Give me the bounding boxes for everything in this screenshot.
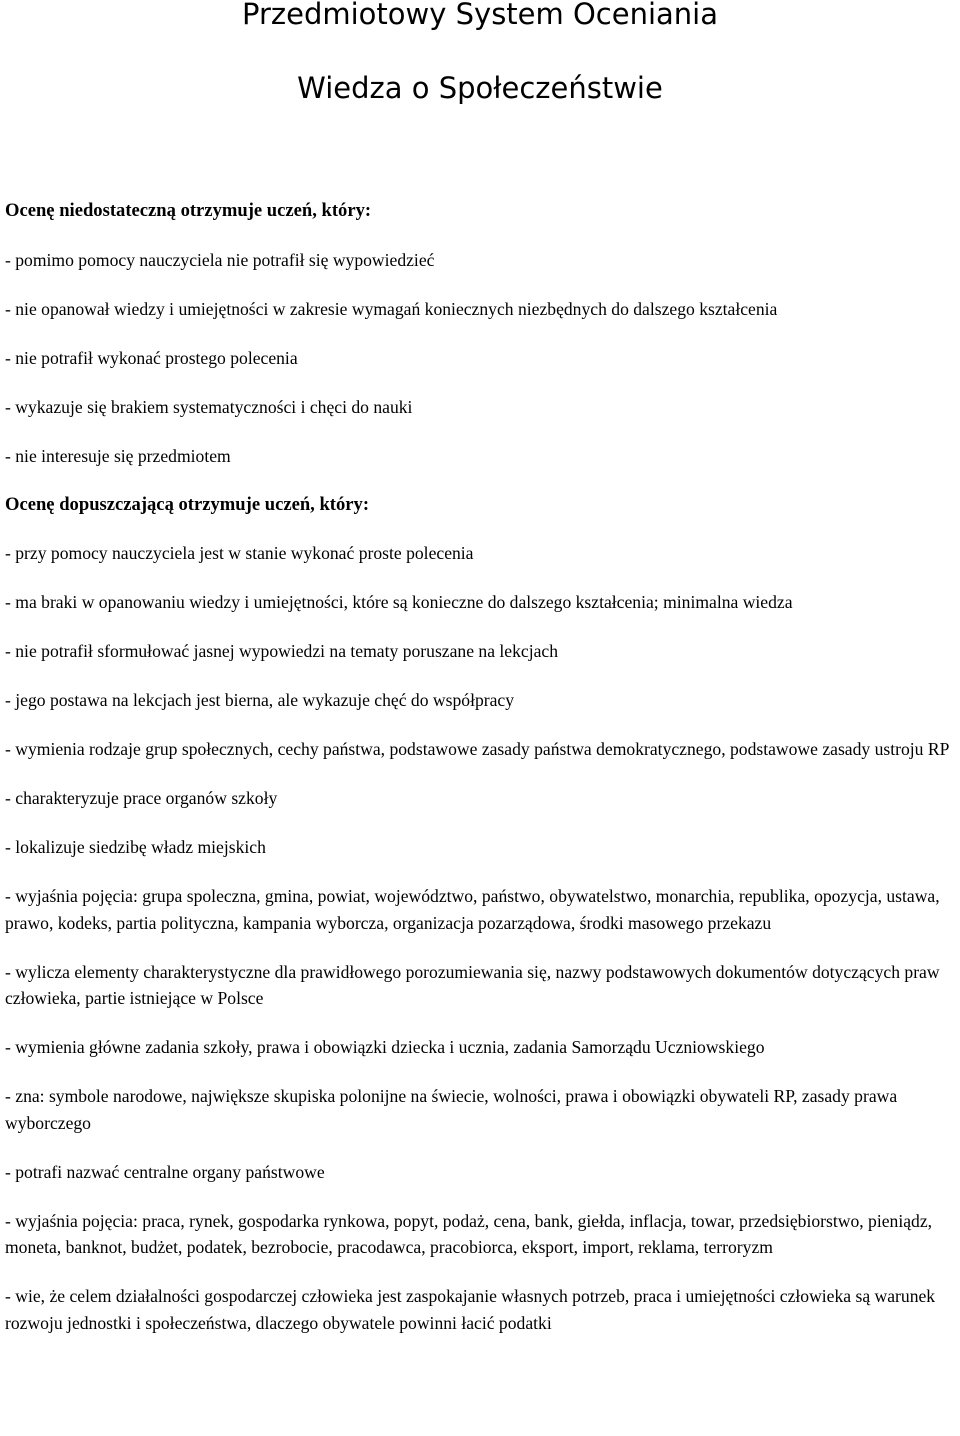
grade-section-niedostateczna (5, 198, 957, 469)
section-heading: Ocenę niedostateczną otrzymuje uczeń, który: (5, 200, 372, 221)
document-subtitle: Wiedza o Społeczeństwie (297, 71, 663, 105)
requirement-item: - wyjaśnia pojęcia: praca, rynek, gospodarka rynkowa, popyt, podaż, cena, bank, giełda, inflacja, towar, przedsiębiorstwo, pieniądz, moneta, banknot, budżet, podatek, bezrobocie, pracodawca, pracobiorca, eksport, import, reklama, terroryzm (5, 1210, 933, 1257)
requirement-item: - wyjaśnia pojęcia: grupa spoleczna, gmina, powiat, województwo, państwo, obywatelstwo, monarchia, republika, opozycja, ustawa, prawo, kodeks, partia polityczna, kampania wyborcza, organizacja pozarządowa, środki masowego przekazu (5, 886, 940, 933)
requirement-item: - lokalizuje siedzibę władz miejskich (5, 837, 266, 857)
requirement-item: - zna: symbole narodowe, największe skupiska polonijne na świecie, wolności, prawa i obowiązki obywateli RP, zasady prawa wyborczego (5, 1086, 898, 1133)
section-heading: Ocenę dopuszczającą otrzymuje uczeń, który: (5, 493, 370, 515)
requirement-item: - wylicza elementy charakterystyczne dla prawidłowego porozumiewania się, nazwy podstawowych dokumentów dotyczących praw człowieka, partie istniejące w Polsce (5, 961, 940, 1008)
requirement-item: - nie opanował wiedzy i umiejętności w zakresie wymagań koniecznych niezbędnych do dalszego kształcenia (5, 298, 778, 319)
requirement-item: - wie, że celem działalności gospodarczej człowieka jest zaspokajanie własnych potrzeb, praca i umiejętności człowieka są warunek rozwoju jednostki i społeczeństwa, dlaczego obywatele powinni łacić podatki (5, 1286, 936, 1333)
requirement-item: - potrafi nazwać centralne organy państwowe (5, 1161, 325, 1182)
requirement-item: - wymienia główne zadania szkoły, prawa i obowiązki dziecka i ucznia, zadania Samorządu Uczniowskiego (5, 1037, 765, 1057)
requirement-item: - przy pomocy nauczyciela jest w stanie wykonać proste polecenia (5, 543, 474, 563)
requirement-item: - wykazuje się brakiem systematyczności i chęci do nauki (5, 396, 413, 417)
requirement-item: - wymienia rodzaje grup społecznych, cechy państwa, podstawowe zasady państwa demokratycznego, podstawowe zasady ustroju RP (5, 739, 950, 759)
requirement-item: - ma braki w opanowaniu wiedzy i umiejętności, które są konieczne do dalszego kształcenia; minimalna wiedza (5, 592, 793, 612)
requirement-item: - nie potrafił wykonać prostego polecenia (5, 347, 298, 368)
requirement-item: - nie potrafił sformułować jasnej wypowiedzi na tematy poruszane na lekcjach (5, 641, 559, 661)
requirement-item: - pomimo pomocy nauczyciela nie potrafił się wypowiedzieć (5, 249, 435, 270)
document-body (5, 198, 957, 1359)
requirement-item: - nie interesuje się przedmiotem (5, 445, 231, 466)
document-title: Przedmiotowy System Oceniania (241, 0, 719, 31)
requirement-item: - charakteryzuje prace organów szkoły (5, 788, 278, 808)
requirement-item: - jego postawa na lekcjach jest bierna, ale wykazuje chęć do współpracy (5, 690, 515, 710)
grade-section-dopuszczajaca (5, 492, 957, 1337)
